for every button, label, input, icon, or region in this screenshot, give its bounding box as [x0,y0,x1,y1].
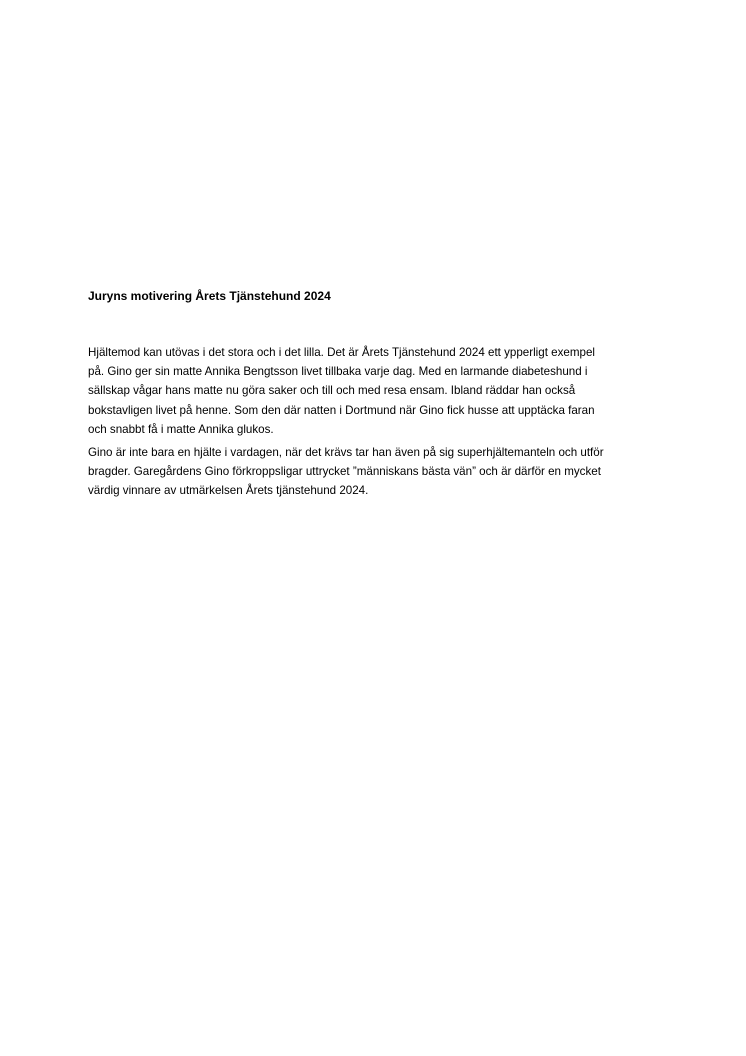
paragraph-line: bragder. Garegårdens Gino förkroppsligar uttrycket ”människans bästa vän” och är därför en mycket [88,465,601,479]
paragraph-2 [88,443,668,501]
paragraph-line: och snabbt få i matte Annika glukos. [88,422,274,436]
paragraph-line: Gino är inte bara en hjälte i vardagen, när det krävs tar han även på sig superhjältemanteln och utför [88,446,604,459]
paragraph-1 [88,343,668,439]
paragraph-line: sällskap vågar hans matte nu göra saker och till och med resa ensam. Ibland räddar han också [88,384,576,398]
paragraph-line: bokstavligen livet på henne. Som den där natten i Dortmund när Gino fick husse att upptäcka faran [88,403,595,417]
paragraph-line: på. Gino ger sin matte Annika Bengtsson livet tillbaka varje dag. Med en larmande diabeteshund i [88,365,588,379]
paragraph-line: Hjältemod kan utövas i det stora och i det lilla. Det är Årets Tjänstehund 2024 ett ypperligt exempel [88,346,595,359]
document-title: Juryns motivering Årets Tjänstehund 2024 [88,289,331,303]
paragraph-line: värdig vinnare av utmärkelsen Årets tjänstehund 2024. [88,484,369,498]
